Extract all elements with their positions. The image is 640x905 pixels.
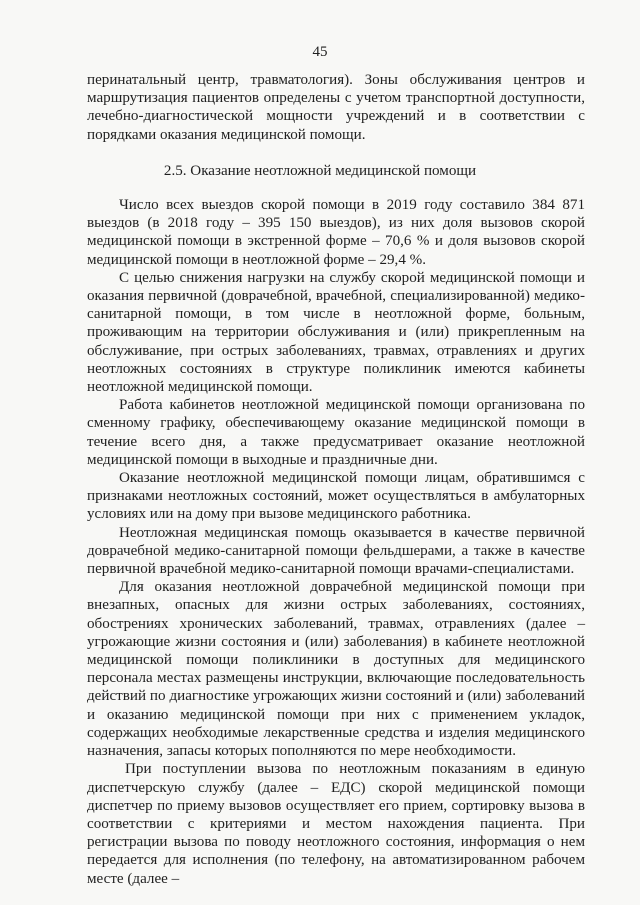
page-number: 45: [312, 44, 328, 60]
paragraph-visits: Число всех выездов скорой помощи в 2019 году составило 384 871 выездов (в 2018 году – 395 150 выездов), из них доля вызовов скорой медицинской помощи в экстренной форме – 70,6 % и доля вызовов скорой медицинской помощи в неотложной форме – 29,4 %.: [87, 197, 585, 268]
paragraph-instructions: Для оказания неотложной доврачебной медицинской помощи при внезапных, опасных для жизни острых заболеваниях, состояниях, обострениях хронических заболеваний, травмах, отравлениях (далее – угрожающие жизни состояния и (или) заболевания) в кабинете неотложной медицинской помощи поликлиники в доступных для медицинского персонала местах размещены инструкции, включающие последовательность действий по диагностике угрожающих жизни состояний и (или) заболеваний и оказанию медицинской помощи при них с применением укладок, содержащих необходимые лекарственные средства и изделия медицинского назначения, запасы которых пополняются по мере необходимости.: [87, 579, 585, 760]
paragraph-primary-care: Неотложная медицинская помощь оказывается в качестве первичной доврачебной медико-санитарной помощи фельдшерами, а также в качестве первичной врачебной медико-санитарной помощи врачами-специалистами.: [87, 524, 585, 578]
paragraph-dispatch: При поступлении вызова по неотложным показаниям в единую диспетчерскую службу (далее – ЕДС) скорой медицинской помощи диспетчер по приему вызовов осуществляет его прием, сортировку вызова в соответствии с критериями и местом нахождения пациента. При регистрации вызова по поводу неотложного состояния, информация о нем передается для исполнения (по телефону, на автоматизированном рабочем месте (далее –: [87, 761, 585, 887]
intro-paragraph-block: [87, 71, 585, 144]
paragraph-conditions: Оказание неотложной медицинской помощи лицам, обратившимся с признаками неотложных состояний, может осуществляться в амбулаторных условиях или на дому при вызове медицинского работника.: [87, 470, 585, 523]
body-text-block: [87, 196, 585, 888]
paragraph-load-reduction: С целью снижения нагрузки на службу скорой медицинской помощи и оказания первичной (доврачебной, врачебной, специализированной) медико-санитарной помощи, в том числе в неотложной форме, больным, проживающим на территории обслуживания и (или) прикрепленным на обслуживание, при острых заболеваниях, травмах, отравлениях и других неотложных состояниях в структуре поликлиник имеются кабинеты неотложной медицинской помощи.: [87, 269, 585, 396]
intro-paragraph: перинатальный центр, травматология). Зоны обслуживания центров и маршрутизация пациентов определены с учетом транспортной доступности, лечебно-диагностической мощности учреждений и в соответствии с порядками оказания медицинской помощи.: [87, 72, 585, 143]
section-title: 2.5. Оказание неотложной медицинской помощи: [163, 163, 477, 179]
paragraph-shift-schedule: Работа кабинетов неотложной медицинской помощи организована по сменному графику, обеспечивающему оказание медицинской помощи в течение всего дня, а также предусматривает оказание неотложной медицинской помощи в выходные и праздничные дни.: [87, 397, 585, 468]
